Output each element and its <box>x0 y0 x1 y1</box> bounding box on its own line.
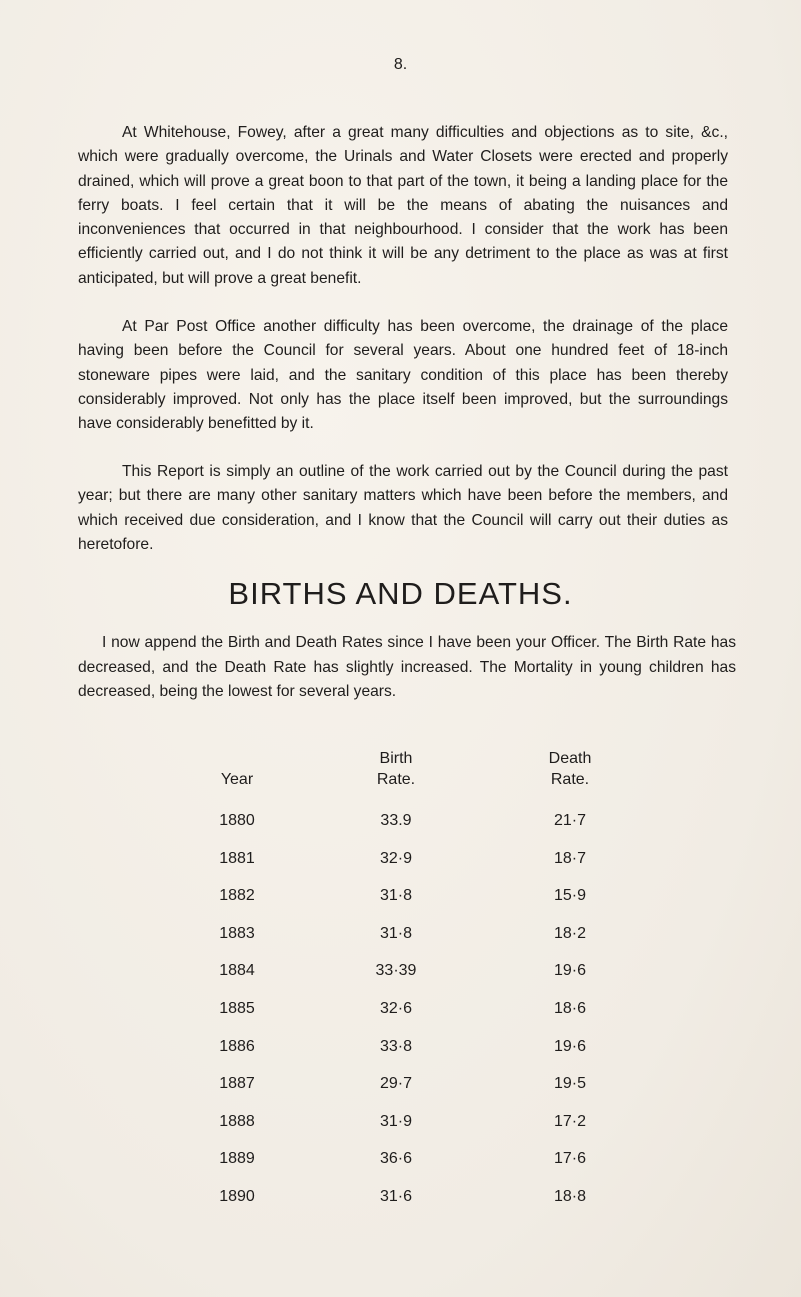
header-death-rate <box>510 748 630 790</box>
table-cell-death: 17·2 <box>553 1113 587 1130</box>
table-cell-death: 18·6 <box>553 1000 587 1017</box>
paragraph-whitehouse: At Whitehouse, Fowey, after a great many difficulties and objections as to site, &c., which were gradually overcome, the Urinals and Water Closets were erected and properly drained, which will prove a great boon to that part of the town, it being a landing place for the ferry boats. I feel certain that it will be the means of abating the nuisances and inconveniences that occurred in that neighbourhood. I consider that the work has been efficiently carried out, and I do not think it will be any detriment to the place as was at first anticipated, but will prove a great benefit. <box>78 124 728 287</box>
header-year-label: Year <box>220 771 254 788</box>
header-birth-line2: Rate. <box>376 771 416 788</box>
table-cell-death: 19·6 <box>553 962 587 979</box>
table-cell-death: 18·7 <box>553 850 587 867</box>
table-cell-death: 17·6 <box>553 1150 587 1167</box>
table-cell-year: 1886 <box>219 1038 255 1055</box>
header-year <box>177 769 297 790</box>
table-cell-death: 15·9 <box>553 887 587 904</box>
table-cell-birth: 32·9 <box>379 850 413 867</box>
table-cell-birth: 33.9 <box>380 812 412 829</box>
table-cell-year: 1888 <box>219 1113 255 1130</box>
header-death-line1: Death <box>548 750 592 767</box>
table-cell-death: 19·5 <box>553 1075 587 1092</box>
table-cell-year: 1884 <box>219 962 255 979</box>
section-heading: BIRTHS AND DEATHS. <box>228 576 573 611</box>
table-cell-year: 1890 <box>219 1188 255 1205</box>
table-cell-year: 1889 <box>219 1150 255 1167</box>
table-cell-birth: 31·8 <box>379 887 413 904</box>
header-death-line2: Rate. <box>550 771 590 788</box>
table-cell-birth: 33·8 <box>379 1038 413 1055</box>
paragraph-par-post-office: At Par Post Office another difficulty has been overcome, the drainage of the place having been before the Council for several years. About one hundred feet of 18-inch stoneware pipes were laid, and the sanitary condition of this place has been thereby considerably improved. Not only has the place itself been improved, but the surroundings have considerably benefitted by it. <box>78 318 728 433</box>
table-cell-death: 18·8 <box>553 1188 587 1205</box>
table-cell-year: 1880 <box>219 812 255 829</box>
table-cell-birth: 33·39 <box>375 962 417 979</box>
table-cell-year: 1883 <box>219 925 255 942</box>
table-cell-death: 18·2 <box>553 925 587 942</box>
header-birth-rate <box>336 748 456 790</box>
table-cell-birth: 31·6 <box>379 1188 413 1205</box>
table-cell-death: 19·6 <box>553 1038 587 1055</box>
table-cell-birth: 31·9 <box>379 1113 413 1130</box>
table-cell-birth: 36·6 <box>379 1150 413 1167</box>
table-cell-birth: 29·7 <box>379 1075 413 1092</box>
header-birth-line1: Birth <box>379 750 413 767</box>
table-cell-death: 21·7 <box>553 812 587 829</box>
page-number: 8. <box>393 56 408 73</box>
table-cell-year: 1882 <box>219 887 255 904</box>
table-cell-birth: 32·6 <box>379 1000 413 1017</box>
paragraph-report-outline: This Report is simply an outline of the work carried out by the Council during the past year; but there are many other sanitary matters which have been before the members, and which received due consideration, and I know that the Council will carry out their duties as heretofore. <box>78 463 728 553</box>
table-cell-year: 1881 <box>219 850 255 867</box>
table-cell-year: 1885 <box>219 1000 255 1017</box>
section-intro: I now append the Birth and Death Rates since I have been your Officer. The Birth Rate has decreased, and the Death Rate has slightly increased. The Mortality in young children has decreased, being the lowest for several years. <box>78 634 736 700</box>
table-cell-year: 1887 <box>219 1075 255 1092</box>
table-cell-birth: 31·8 <box>379 925 413 942</box>
